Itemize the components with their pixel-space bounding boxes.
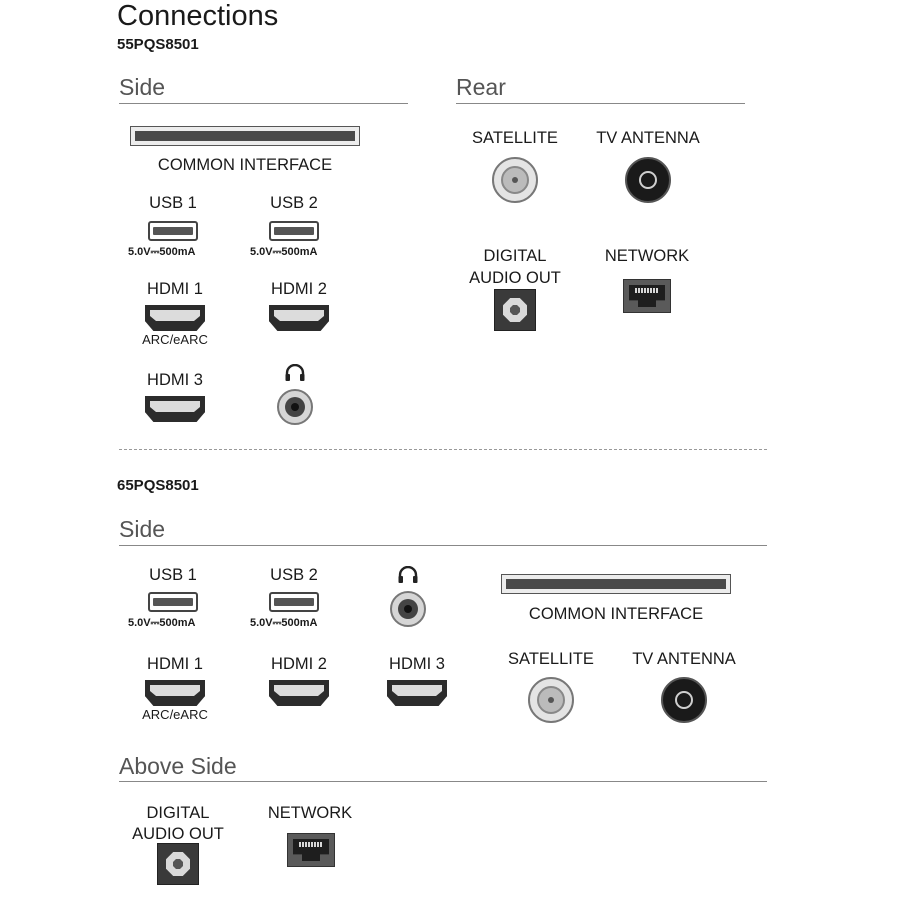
model-b-hdmi3-label: HDMI 3 [389,655,445,673]
model-b-side-title: Side [119,516,166,542]
model-a-usb1-icon [148,221,198,241]
model-b-common-interface-label: COMMON INTERFACE [528,605,704,623]
model-a-satellite-label: SATELLITE [472,129,558,147]
model-b-name: 65PQS8501 [117,477,199,494]
satellite-port-icon [528,677,574,723]
model-b-common-interface-slot [501,574,731,594]
model-b-hdmi3-icon [387,680,447,706]
model-b-usb2-label: USB 2 [270,566,318,584]
model-a-usb2-label: USB 2 [270,194,318,212]
model-a-usb1-label: USB 1 [149,194,197,212]
model-a-hdmi2-icon [269,305,329,331]
model-b-above-side-rule [119,781,767,782]
model-b-satellite-label: SATELLITE [508,650,594,668]
model-a-digital-audio-line1: DIGITAL [483,247,547,265]
model-b-digital-audio-line1: DIGITAL [146,804,210,822]
model-b-usb2-rating: 5.0V⎓500mA [250,617,318,629]
model-a-usb2-icon [269,221,319,241]
model-b-hdmi1-icon [145,680,205,706]
model-a-usb1-rating: 5.0V⎓500mA [128,246,196,258]
headphone-icon [397,566,419,584]
model-a-common-interface-label: COMMON INTERFACE [157,156,333,174]
optical-port-icon [494,289,536,331]
model-a-hdmi1-sub: ARC/eARC [142,332,208,347]
ethernet-port-icon [623,279,671,313]
model-b-digital-audio-line2: AUDIO OUT [132,825,224,843]
model-b-hdmi2-icon [269,680,329,706]
model-b-hdmi1-label: HDMI 1 [147,655,203,673]
model-b-hdmi2-label: HDMI 2 [271,655,327,673]
antenna-port-icon [661,677,707,723]
model-a-side-title: Side [119,74,166,100]
model-b-usb2-icon [269,592,319,612]
model-a-hdmi1-icon [145,305,205,331]
model-a-digital-audio-line2: AUDIO OUT [469,269,561,287]
model-b-headphone-jack-icon [390,591,426,627]
model-a-hdmi3-icon [145,396,205,422]
satellite-port-icon [492,157,538,203]
model-divider [119,449,767,450]
model-b-hdmi1-sub: ARC/eARC [142,707,208,722]
optical-port-icon [157,843,199,885]
model-b-usb1-label: USB 1 [149,566,197,584]
model-a-tv-antenna-label: TV ANTENNA [596,129,700,147]
model-a-rear-title: Rear [456,74,506,100]
model-b-side-rule [119,545,767,546]
model-a-name: 55PQS8501 [117,36,199,53]
ethernet-port-icon [287,833,335,867]
model-a-common-interface-slot [130,126,360,146]
headphone-icon [284,364,306,382]
model-a-hdmi2-label: HDMI 2 [271,280,327,298]
model-a-hdmi1-label: HDMI 1 [147,280,203,298]
page-title: Connections [117,0,279,32]
model-b-above-side-title: Above Side [119,753,237,779]
model-b-network-label: NETWORK [267,804,353,822]
model-b-tv-antenna-label: TV ANTENNA [632,650,736,668]
model-a-hdmi3-label: HDMI 3 [147,371,203,389]
antenna-port-icon [625,157,671,203]
model-b-usb1-rating: 5.0V⎓500mA [128,617,196,629]
model-a-network-label: NETWORK [604,247,690,265]
model-a-rear-rule [456,103,745,104]
model-a-side-rule [119,103,408,104]
model-a-headphone-jack-icon [277,389,313,425]
model-b-usb1-icon [148,592,198,612]
model-a-usb2-rating: 5.0V⎓500mA [250,246,318,258]
